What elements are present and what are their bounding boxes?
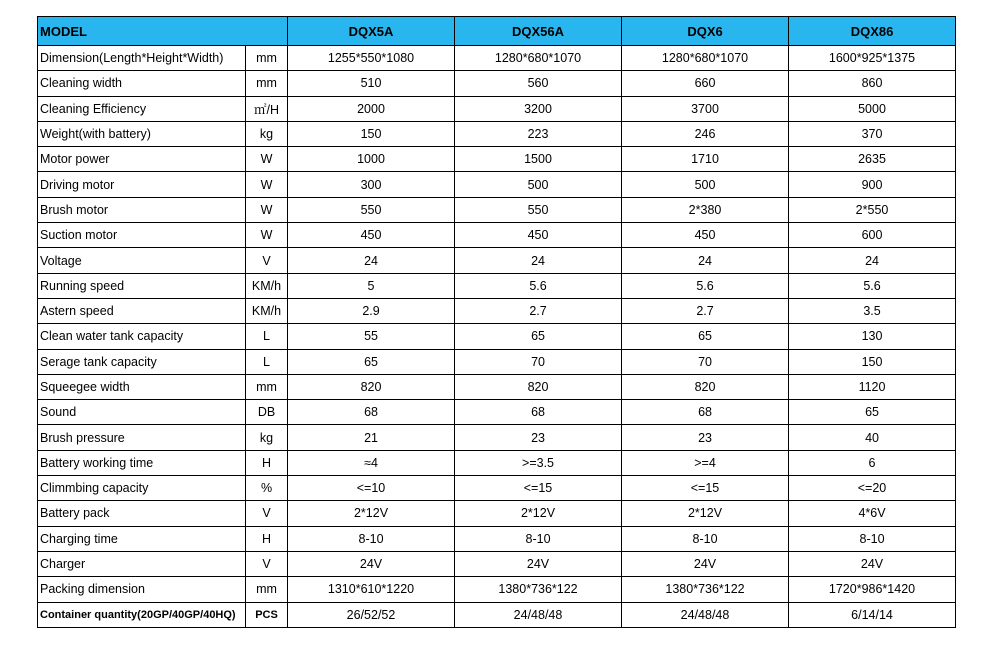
table-row [38,450,956,475]
table-row [38,349,956,374]
table-row [38,425,956,450]
spec-value: 500 [622,172,789,197]
spec-label: Brush motor [38,197,246,222]
spec-unit: W [246,147,288,172]
spec-unit: PCS [246,602,288,627]
spec-label: Running speed [38,273,246,298]
spec-value: >=4 [622,450,789,475]
table-row [38,147,956,172]
spec-value: 8-10 [789,526,956,551]
spec-value: 70 [455,349,622,374]
spec-label: Driving motor [38,172,246,197]
spec-label: Container quantity(20GP/40GP/40HQ) [38,602,246,627]
spec-value: 150 [288,121,455,146]
spec-value: 2*550 [789,197,956,222]
spec-value: 820 [622,374,789,399]
spec-label: Cleaning width [38,71,246,96]
spec-value: 1255*550*1080 [288,46,455,71]
table-row [38,374,956,399]
spec-value: 2000 [288,96,455,121]
spec-unit: mm [246,71,288,96]
spec-value: 65 [288,349,455,374]
spec-unit: KM/h [246,273,288,298]
spec-unit: W [246,172,288,197]
spec-value: 5.6 [455,273,622,298]
spec-label: Clean water tank capacity [38,324,246,349]
model-header-dqx56a: DQX56A [455,17,622,46]
spec-value: 21 [288,425,455,450]
spec-unit: H [246,526,288,551]
spec-label: Suction motor [38,223,246,248]
spec-value: 68 [622,400,789,425]
table-row [38,197,956,222]
spec-value: 2.9 [288,298,455,323]
spec-label: Dimension(Length*Height*Width) [38,46,246,71]
spec-value: 23 [455,425,622,450]
spec-value: 8-10 [622,526,789,551]
spec-value: 6 [789,450,956,475]
spec-value: 24 [789,248,956,273]
spec-value: 450 [622,223,789,248]
spec-value: 24V [288,551,455,576]
spec-unit: mm [246,374,288,399]
spec-value: 560 [455,71,622,96]
spec-value: 1000 [288,147,455,172]
spec-value: 5 [288,273,455,298]
spec-value: 68 [455,400,622,425]
spec-label: Cleaning Efficiency [38,96,246,121]
spec-value: 5.6 [789,273,956,298]
spec-value: 70 [622,349,789,374]
spec-label: Squeegee width [38,374,246,399]
table-row [38,501,956,526]
spec-value: 1280*680*1070 [455,46,622,71]
spec-value: 2635 [789,147,956,172]
table-row [38,96,956,121]
spec-value: 2*12V [455,501,622,526]
spec-value: 860 [789,71,956,96]
spec-value: 55 [288,324,455,349]
spec-value: 246 [622,121,789,146]
spec-value: 370 [789,121,956,146]
spec-unit: mm [246,577,288,602]
spec-unit: kg [246,425,288,450]
spec-value: 2*12V [288,501,455,526]
spec-value: 65 [789,400,956,425]
spec-value: 26/52/52 [288,602,455,627]
spec-value: 550 [288,197,455,222]
spec-unit: mm [246,46,288,71]
spec-value: <=20 [789,476,956,501]
spec-value: 68 [288,400,455,425]
spec-value: 5.6 [622,273,789,298]
spec-label: Astern speed [38,298,246,323]
spec-value: 550 [455,197,622,222]
spec-value: 2.7 [455,298,622,323]
table-row [38,172,956,197]
spec-value: 1310*610*1220 [288,577,455,602]
spec-unit: KM/h [246,298,288,323]
spec-label: Climmbing capacity [38,476,246,501]
table-row [38,602,956,627]
spec-unit: kg [246,121,288,146]
spec-value: 8-10 [288,526,455,551]
spec-label: Weight(with battery) [38,121,246,146]
table-row [38,400,956,425]
spec-value: 2.7 [622,298,789,323]
spec-unit: DB [246,400,288,425]
spec-unit: H [246,450,288,475]
table-row [38,526,956,551]
spec-value: 510 [288,71,455,96]
spec-unit: L [246,349,288,374]
spec-value: 1120 [789,374,956,399]
spec-label: Charger [38,551,246,576]
spec-value: 24V [622,551,789,576]
spec-value: <=15 [622,476,789,501]
spec-value: 223 [455,121,622,146]
spec-label: Packing dimension [38,577,246,602]
spec-value: 1380*736*122 [455,577,622,602]
spec-value: 150 [789,349,956,374]
spec-value: 1380*736*122 [622,577,789,602]
spec-value: 24V [789,551,956,576]
spec-value: 2*380 [622,197,789,222]
spec-value: 1710 [622,147,789,172]
spec-value: ≈4 [288,450,455,475]
spec-value: 65 [455,324,622,349]
spec-value: 65 [622,324,789,349]
spec-table [37,16,956,628]
spec-label: Voltage [38,248,246,273]
spec-value: 820 [455,374,622,399]
spec-value: 500 [455,172,622,197]
spec-value: 4*6V [789,501,956,526]
spec-value: 3.5 [789,298,956,323]
spec-value: 300 [288,172,455,197]
table-row [38,324,956,349]
spec-value: 24V [455,551,622,576]
table-row [38,551,956,576]
spec-value: 1720*986*1420 [789,577,956,602]
table-row [38,273,956,298]
spec-unit: V [246,551,288,576]
spec-value: 1600*925*1375 [789,46,956,71]
model-header-dqx6: DQX6 [622,17,789,46]
spec-unit: % [246,476,288,501]
spec-value: 24/48/48 [455,602,622,627]
spec-label: Sound [38,400,246,425]
spec-value: 8-10 [455,526,622,551]
spec-value: 6/14/14 [789,602,956,627]
spec-unit: L [246,324,288,349]
spec-value: 450 [288,223,455,248]
spec-value: 600 [789,223,956,248]
spec-value: 3700 [622,96,789,121]
spec-unit: V [246,501,288,526]
spec-value: 24 [455,248,622,273]
spec-table-body [38,46,956,628]
spec-value: 130 [789,324,956,349]
spec-value: 24 [622,248,789,273]
spec-unit: V [246,248,288,273]
spec-unit: ㎡/H [246,96,288,121]
header-row [38,17,956,46]
spec-value: 450 [455,223,622,248]
spec-value: <=15 [455,476,622,501]
spec-label: Charging time [38,526,246,551]
table-row [38,248,956,273]
model-header-dqx86: DQX86 [789,17,956,46]
spec-value: 3200 [455,96,622,121]
spec-value: 5000 [789,96,956,121]
table-row [38,476,956,501]
model-header: MODEL [38,17,288,46]
spec-value: 900 [789,172,956,197]
spec-value: >=3.5 [455,450,622,475]
spec-value: 23 [622,425,789,450]
spec-value: <=10 [288,476,455,501]
model-header-dqx5a: DQX5A [288,17,455,46]
table-row [38,46,956,71]
table-row [38,121,956,146]
spec-unit: W [246,197,288,222]
spec-value: 24/48/48 [622,602,789,627]
spec-label: Motor power [38,147,246,172]
spec-label: Serage tank capacity [38,349,246,374]
spec-value: 1500 [455,147,622,172]
table-row [38,577,956,602]
spec-value: 24 [288,248,455,273]
table-row [38,298,956,323]
spec-value: 660 [622,71,789,96]
spec-label: Battery pack [38,501,246,526]
spec-value: 40 [789,425,956,450]
table-row [38,223,956,248]
table-row [38,71,956,96]
spec-label: Brush pressure [38,425,246,450]
spec-unit: W [246,223,288,248]
spec-label: Battery working time [38,450,246,475]
spec-value: 820 [288,374,455,399]
spec-value: 1280*680*1070 [622,46,789,71]
spec-value: 2*12V [622,501,789,526]
